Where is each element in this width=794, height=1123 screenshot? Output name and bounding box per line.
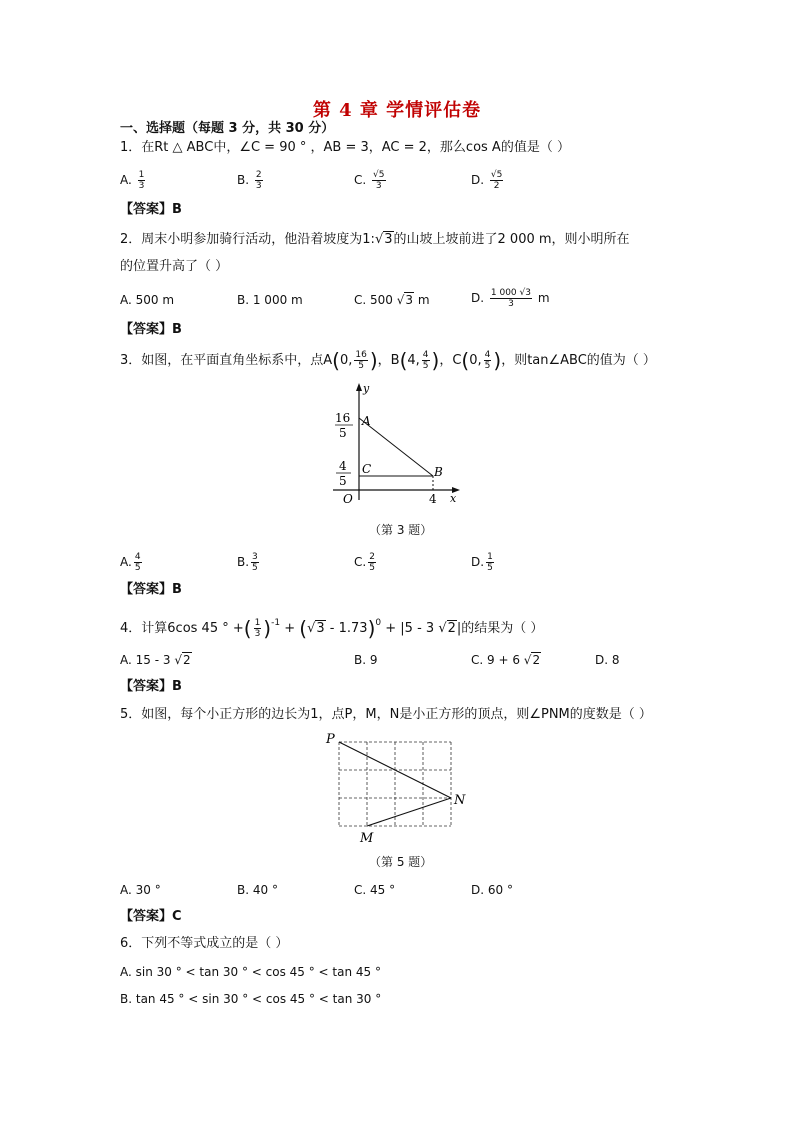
fraction: $\frac{√5}{3}$	[373, 170, 385, 191]
q4-answer: 【答案】B	[120, 679, 182, 694]
q5-option-a: A. 30 °	[120, 883, 161, 897]
x-tick-4-label: 4	[429, 492, 437, 506]
point-p-label: P	[326, 732, 335, 747]
question-6-stem: 6．下列不等式成立的是（ ）	[120, 936, 289, 951]
question-3-stem: 3．如图，在平面直角坐标系中，点A(0, $\frac{16}{5}$ )，B(4, $\frac{4}{5}$ )，C(0, $\frac{4}{5}$ )，则tan∠ABC的值为（ ）	[120, 348, 656, 373]
q5-figure-caption: （第 5 题）	[369, 855, 433, 869]
question-2-stem-line1: 2．周末小明参加骑行活动，他沿着坡度为1:√3的山坡上坡前进了2 000 m，则小明所在	[120, 232, 630, 247]
q5-option-b: B. 40 °	[237, 883, 278, 897]
q2-option-b: B. 1 000 m	[237, 293, 303, 307]
point-n-label: N	[454, 793, 466, 808]
q3-answer: 【答案】B	[120, 582, 182, 597]
page-title: 第 4 章 学情评估卷	[312, 100, 482, 121]
section-heading: 一、选择题（每题 3 分，共 30 分）	[120, 121, 335, 136]
q3-option-d: D. $\frac{1}{5}$	[471, 552, 493, 573]
tick-5-label: 5	[339, 426, 347, 440]
q5-answer: 【答案】C	[120, 909, 182, 924]
q4-option-d: D. 8	[595, 653, 620, 667]
x-label: x	[450, 492, 457, 505]
tick-16-label: 16	[335, 411, 351, 425]
q2-option-a: A. 500 m	[120, 293, 175, 307]
question-4-stem: 4．计算6cos 45 ° +( $\frac{1}{3}$ )$^{-1}$ + (√3 - 1.73)$^0$ + |5 - 3 √2|的结果为（ ）	[120, 616, 544, 641]
q2-option-c: C. 500 √3 m	[354, 293, 430, 307]
point-a-label: A	[362, 414, 371, 428]
q1-option-a: A. $\frac{1}{3}$	[120, 170, 145, 191]
q4-option-c: C. 9 + 6 √2	[471, 653, 541, 667]
q3-coordinate-figure	[325, 380, 470, 510]
point-c-label: C	[362, 462, 372, 476]
q3-figure-caption: （第 3 题）	[369, 523, 433, 537]
dashed-grid	[339, 742, 451, 826]
q4-option-b: B. 9	[354, 653, 378, 667]
point-b-label: B	[434, 465, 443, 479]
tick-4-label: 4	[339, 459, 347, 473]
q3-option-a: A. $\frac{4}{5}$	[120, 552, 141, 573]
question-2-stem-line2: 的位置升高了（ ）	[120, 259, 229, 274]
fraction: $\frac{1}{3}$	[138, 170, 145, 191]
fraction: $\frac{1 000 √3}{3}$	[490, 288, 532, 309]
question-5-stem: 5．如图，每个小正方形的边长为1，点P，M，N是小正方形的顶点，则∠PNM的度数是（ ）	[120, 707, 652, 722]
q5-option-c: C. 45 °	[354, 883, 396, 897]
origin-label: O	[343, 492, 353, 506]
q6-option-a: A. sin 30 ° < tan 30 ° < cos 45 ° < tan 45 °	[120, 965, 381, 979]
q1-option-b: B. $\frac{2}{3}$	[237, 170, 262, 191]
q1-answer: 【答案】B	[120, 202, 182, 217]
point-m-label: M	[360, 831, 374, 846]
segment-mn	[367, 798, 451, 826]
q2-answer: 【答案】B	[120, 322, 182, 337]
q2-option-d: D. $\frac{1 000 √3}{3}$ m	[471, 288, 550, 309]
fraction: $\frac{√5}{2}$	[490, 170, 503, 191]
q3-option-c: C. $\frac{2}{5}$	[354, 552, 375, 573]
q4-option-a: A. 15 - 3 √2	[120, 653, 191, 667]
y-arrow	[356, 383, 362, 391]
q5-option-d: D. 60 °	[471, 883, 513, 897]
question-1-stem: 1．在Rt △ ABC中，∠C = 90 ° ，AB = 3，AC = 2，那么cos A的值是（ ）	[120, 140, 570, 155]
q1-option-c: C. $\frac{√5}{3}$	[354, 170, 385, 191]
fraction: $\frac{2}{3}$	[255, 170, 262, 191]
y-label: y	[363, 382, 370, 395]
tick-5b-label: 5	[339, 474, 347, 488]
q1-option-d: D. $\frac{√5}{2}$	[471, 170, 503, 191]
q3-option-b: B. $\frac{3}{5}$	[237, 552, 258, 573]
q6-option-b: B. tan 45 ° < sin 30 ° < cos 45 ° < tan 30 °	[120, 992, 382, 1006]
q5-grid-figure	[322, 732, 472, 847]
